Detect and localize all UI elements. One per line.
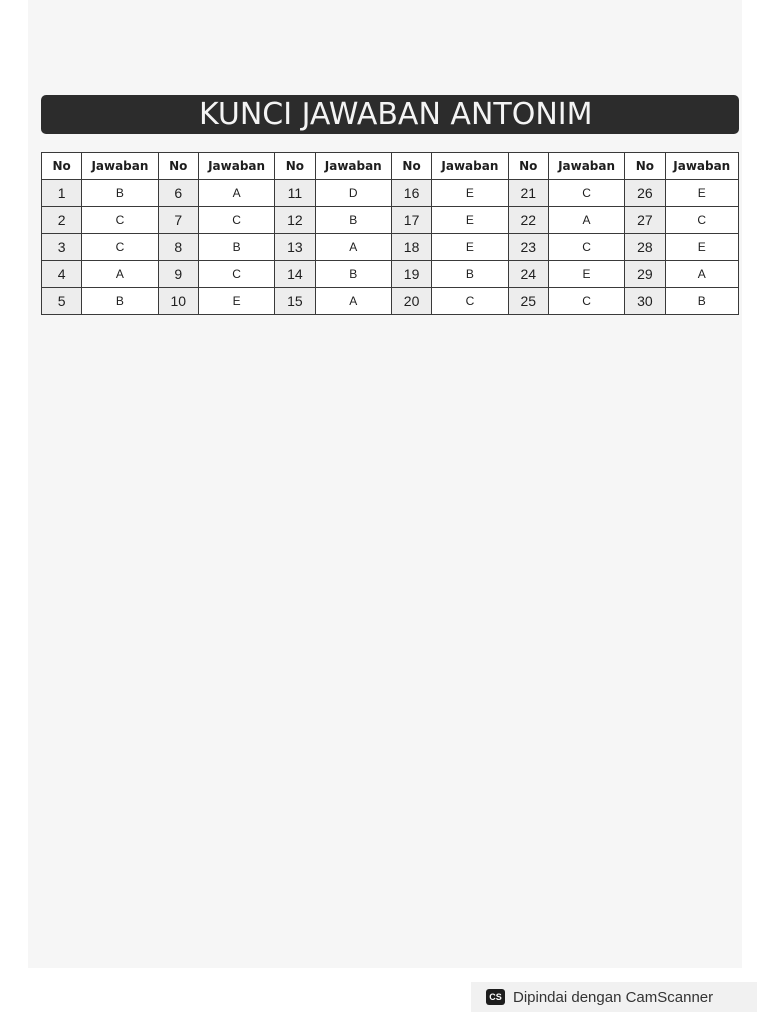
question-number-cell: 8 — [158, 234, 198, 261]
answer-cell: C — [548, 234, 624, 261]
page-title-bar — [41, 95, 739, 134]
table-row — [42, 207, 739, 234]
answer-cell: E — [548, 261, 624, 288]
question-number-cell: 12 — [275, 207, 315, 234]
no-column-header: No — [158, 153, 198, 180]
question-number-cell: 28 — [625, 234, 665, 261]
answer-cell: C — [548, 288, 624, 315]
question-number-cell: 10 — [158, 288, 198, 315]
question-number-cell: 17 — [391, 207, 431, 234]
no-column-header: No — [625, 153, 665, 180]
answer-cell: C — [432, 288, 508, 315]
question-number-cell: 29 — [625, 261, 665, 288]
question-number-cell: 21 — [508, 180, 548, 207]
answer-cell: E — [432, 180, 508, 207]
answer-cell: A — [315, 234, 391, 261]
answer-cell: A — [82, 261, 158, 288]
no-column-header: No — [275, 153, 315, 180]
question-number-cell: 27 — [625, 207, 665, 234]
answer-cell: A — [315, 288, 391, 315]
question-number-cell: 24 — [508, 261, 548, 288]
question-number-cell: 25 — [508, 288, 548, 315]
question-number-cell: 30 — [625, 288, 665, 315]
question-number-cell: 18 — [391, 234, 431, 261]
answer-cell: B — [315, 261, 391, 288]
question-number-cell: 9 — [158, 261, 198, 288]
question-number-cell: 11 — [275, 180, 315, 207]
answer-cell: C — [82, 207, 158, 234]
answer-cell: B — [82, 180, 158, 207]
question-number-cell: 15 — [275, 288, 315, 315]
question-number-cell: 16 — [391, 180, 431, 207]
table-header-row — [42, 153, 739, 180]
answer-cell: C — [82, 234, 158, 261]
question-number-cell: 22 — [508, 207, 548, 234]
question-number-cell: 14 — [275, 261, 315, 288]
answer-cell: C — [665, 207, 739, 234]
question-number-cell: 23 — [508, 234, 548, 261]
answer-column-header: Jawaban — [315, 153, 391, 180]
answer-column-header: Jawaban — [432, 153, 508, 180]
answer-rows — [42, 180, 739, 315]
answer-column-header: Jawaban — [548, 153, 624, 180]
answer-cell: B — [315, 207, 391, 234]
answer-cell: B — [432, 261, 508, 288]
answer-cell: D — [315, 180, 391, 207]
answer-cell: E — [198, 288, 274, 315]
camscanner-logo-icon: CS — [486, 989, 505, 1005]
answer-cell: A — [665, 261, 739, 288]
answer-cell: C — [198, 207, 274, 234]
answer-column-header: Jawaban — [665, 153, 739, 180]
question-number-cell: 26 — [625, 180, 665, 207]
watermark-text: Dipindai dengan CamScanner — [513, 988, 714, 1006]
table-row — [42, 180, 739, 207]
scanned-page — [28, 0, 742, 968]
answer-cell: E — [665, 180, 739, 207]
answer-cell: C — [198, 261, 274, 288]
answer-cell: A — [548, 207, 624, 234]
camscanner-watermark — [471, 982, 757, 1012]
question-number-cell: 1 — [42, 180, 82, 207]
answer-cell: A — [198, 180, 274, 207]
answer-column-header: Jawaban — [82, 153, 158, 180]
answer-key-table — [41, 152, 739, 315]
question-number-cell: 4 — [42, 261, 82, 288]
no-column-header: No — [42, 153, 82, 180]
question-number-cell: 13 — [275, 234, 315, 261]
question-number-cell: 7 — [158, 207, 198, 234]
answer-column-header: Jawaban — [198, 153, 274, 180]
page-title: KUNCI JAWABAN ANTONIM — [199, 97, 593, 132]
answer-cell: B — [198, 234, 274, 261]
no-column-header: No — [508, 153, 548, 180]
question-number-cell: 5 — [42, 288, 82, 315]
question-number-cell: 2 — [42, 207, 82, 234]
table-row — [42, 234, 739, 261]
question-number-cell: 3 — [42, 234, 82, 261]
answer-cell: B — [82, 288, 158, 315]
answer-cell: E — [432, 234, 508, 261]
answer-cell: E — [665, 234, 739, 261]
table-row — [42, 261, 739, 288]
question-number-cell: 6 — [158, 180, 198, 207]
question-number-cell: 19 — [391, 261, 431, 288]
answer-cell: E — [432, 207, 508, 234]
answer-cell: C — [548, 180, 624, 207]
answer-cell: B — [665, 288, 739, 315]
table-row — [42, 288, 739, 315]
question-number-cell: 20 — [391, 288, 431, 315]
no-column-header: No — [391, 153, 431, 180]
